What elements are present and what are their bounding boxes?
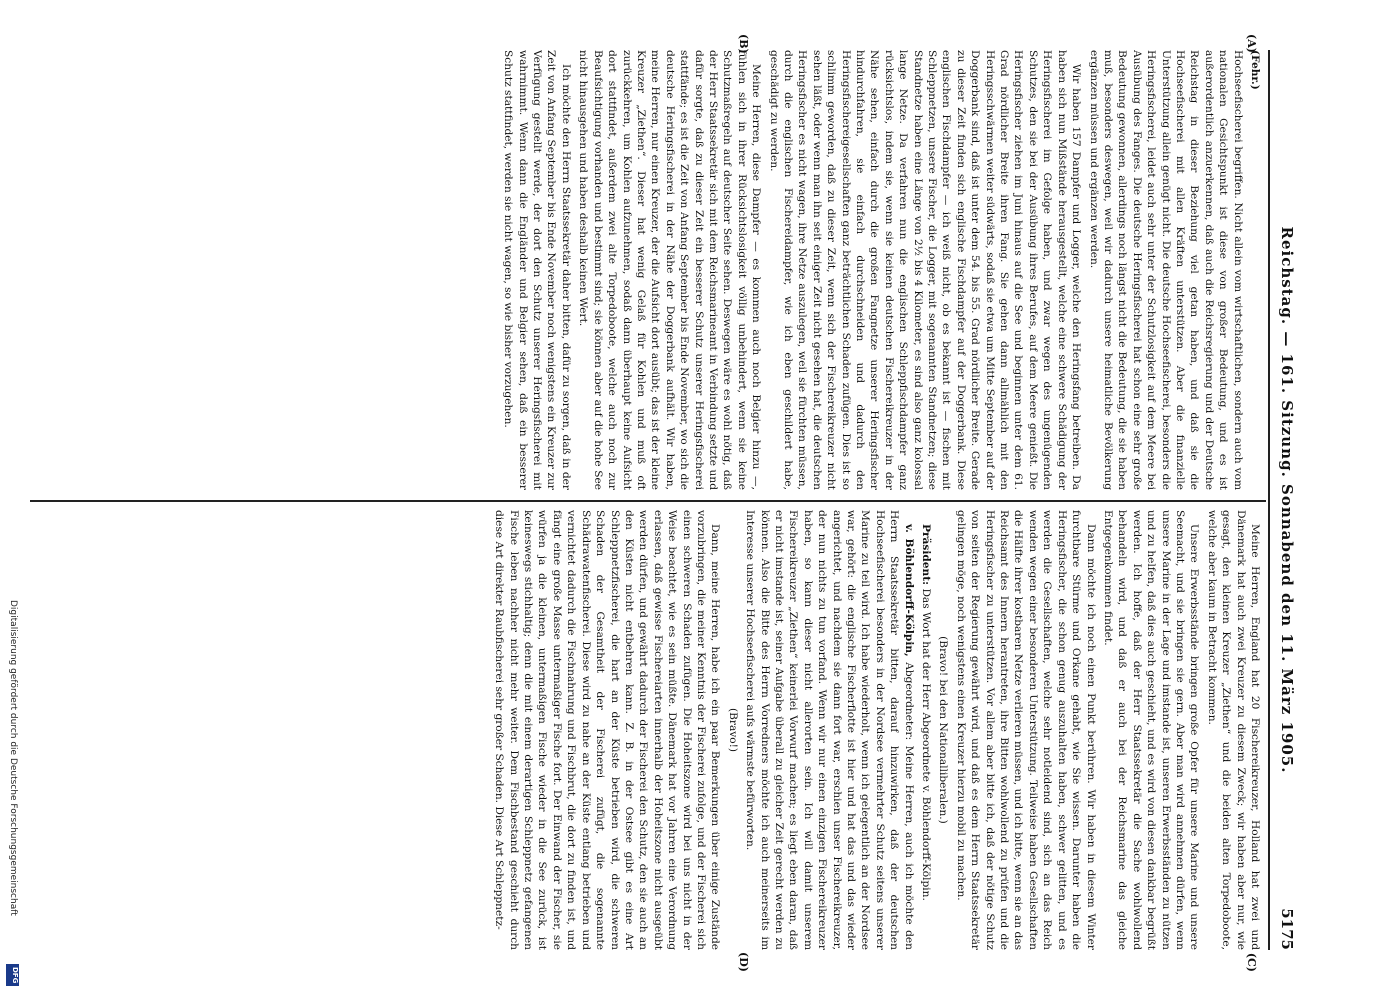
right-column: [20, 510, 1262, 950]
president-text: Das Wort hat der Herr Abgeordnete v. Böhlendorff-Kölpin.: [920, 588, 933, 901]
page-header: [1274, 50, 1296, 950]
paragraph: Unsere Erwerbsstände bringen große Opfer für unsere Marine und unsere Seemacht, und sie bringen sie gern. Aber man wird annehmen dürfen, wenn unsere Marine in der Lage und imstande ist, unseren Erwerbsständen zu nützen und zu helfen, daß dies auch geschieht, und es wird von diesen dankbar begrüßt werden. Ich hoffe, daß der Herr Staatssekretär die Sache wohlwollend behandeln wird, und daß er auch bei der Reichsmarine das gleiche Entgegenkommen findet.: [1101, 510, 1201, 950]
paragraph: Dann möchte ich noch einen Punkt berühren. Wir haben in diesem Winter furchtbare Stürme und Orkane gehabt, wie Sie wissen. Darunter haben die Heringsfischer, die schon genug auszuhalten haben, schwer gelitten, und es werden die Gesellschaften, welche sehr notleidend sind, sich an das Reich wenden wegen einer besonderen Unterstützung. Teilweise haben Gesellschaften die Hälfte ihrer kostbaren Netze verlieren müssen, und ich bitte, wenn sie an das Reichsamt des Innern herantreten, ihre Bitten wohlwollend zu prüfen und die Heringsfischer zu unterstützen. Vor allem aber bitte ich, daß der nötige Schutz von seiten der Regierung gewährt wird, und daß es dem Herrn Staatssekretär gelingen möge, noch wenigstens einen Kreuzer hierzu mobil zu machen.: [954, 510, 1097, 950]
newspaper-page: [0, 20, 1310, 980]
digitization-footer: [6, 600, 20, 990]
president-statement: [919, 510, 933, 950]
paragraph: Dann, meine Herren, habe ich ein paar Bemerkungen über einige Zustände vorzubringen, die meiner Kenntnis der Fischerei zufolge, und der Fischerei sich einen schweren Schaden zufügen. Die Hoheitszone wird bei uns nicht in der Weise beachtet, wie es sein müßte. Dänemark hat vor Jahren eine Verordnung erlassen, daß gewisse Fischereiarten innerhalb der Hoheitszone nicht ausgeübt werden dürfen, und gewährt dadurch der Fischerei den Schutz, den sie auch an den Küsten nicht entbehren kann. Z. B. in der Ostsee gibt es eine Art Schleppnetzfischerei, die hart an der Küste betrieben wird, die schweren Schaden der Gesamtheit der Fischerei zufügt, die sogenannte Schädrawatenfischerei. Diese wird zu nahe an der Küste entlang betrieben und vernichtet dadurch die Fischnahrung und Fischbrut, die dort zu finden ist, und fängt eine große Masse untermaßiger Fische fort. Der Einwand der Fischer, sie würfen ja die kleinen, untermaßigen Fische wieder in die See zurück, ist keineswegs stichhaltig; denn die mit einem derartigen Schleppnetz gefangenen Fische leben nachher nicht mehr weiter. Dem Fischbestand geschieht durch diese Art direkter Raubfischerei sehr großer Schaden. Diese Art Schleppnetz-: [493, 510, 722, 950]
dfg-logo-icon: DFG: [6, 964, 19, 986]
footer-credit: Digitalisierung gefördert durch die Deutsche Forschungsgemeinschaft: [8, 600, 18, 916]
margin-marker-d: (D): [737, 952, 750, 972]
applause-note: (Bravo!): [726, 707, 739, 753]
paragraph: Meine Herren, diese Dampfer — es kommen auch noch Belgier hinzu —, fühlen sich in ihrer Rücksichtslosigkeit völlig unbehindert, wenn sie keine Schutzmaßregeln auf deutscher Seite sehen. Deswegen wäre es wohl nötig, daß der Herr Staatssekretär sich mit dem Reichsmarineamt in Verbindung setzte und dafür sorgte, daß zu dieser Zeit ein besserer Schutz unserer Heringsfischerei stattfände; es ist die Zeit von Anfang September bis Ende November, wo sich die deutsche Heringsfischerei in der Nähe der Doggerbank aufhält. Wir haben, meine Herren, nur einen Kreuzer, der die Aufsicht dort ausübt; das ist der kleine Kreuzer „Ziethen“. Dieser hat wenig Gelaß für Kohlen und muß oft zurückkehren, um Kohlen aufzunehmen, sodaß dann überhaupt keine Aufsicht dort stattfindet, außerdem zwei alte Torpedoboote, welche auch noch zur Beaufsichtigung vorhanden und bestimmt sind; sie können aber auf die hohe See nicht hinausgehen und haben deshalb keinen Wert.: [577, 50, 763, 490]
speaker-tag: (Fehr.): [1249, 50, 1261, 90]
header-rule: [1268, 50, 1270, 950]
applause-note: (Bravo! bei den Nationalliberalen.): [937, 636, 950, 824]
president-label: Präsident:: [920, 524, 933, 586]
page-title: Reichstag. — 161. Sitzung. Sonnabend den 11. März 1905.: [1278, 226, 1296, 774]
page-number: 5175: [1278, 908, 1296, 950]
paragraph: Wir haben 157 Dampfer und Logger, welche den Heringsfang betreiben. Da haben sich nun Mißstände herausgestellt, welche eine schwere Schädigung der Heringsfischerei im Gefolge haben, und zwar wegen des ungenügenden Schutzes, den sie bei der Ausübung ihres Berufes, auf dem Meere genießt. Die Heringsfischer ziehen im Juni hinaus auf die See und beginnen unter dem 61. Grad nördlicher Breite ihren Fang. Sie gehen dann allmählich mit den Heringsschwärmen weiter südwärts, sodaß sie etwa um Mitte September auf der Doggerbank sind, daß ist unter dem 54. bis 55. Grad nördlicher Breite. Gerade zu dieser Zeit finden sich englische Fischdampfer auf der Doggerbank. Diese englischen Fischdampfer — ich weiß nicht, ob es bekannt ist — fischen mit Schleppnetzen, unsere Fischer, die Logger, mit sogenannten Standnetzen; diese Standnetze haben eine Länge von 2½ bis 4 Kilometer, es sind also ganz kolossal lange Netze. Da verfahren nun die englischen Schleppfischdampfer ganz rücksichtslos, indem sie, wenn sie keinen deutschen Fischereikreuzer in der Nähe sehen, einfach durch die großen Fangnetze unserer Heringsfischer hindurchfahren, sie einfach durchschneiden und dadurch den Heringsfischereigesellschaften ganz beträchtlichen Schaden zufügen. Dies ist so schlimm geworden, daß zu dieser Zeit, wenn sich der Fischereikreuzer nicht sehen läßt, oder wenn man ihn seit einiger Zeit nicht gesehen hat, die deutschen Heringsfischer es nicht wagen, ihre Netze auszulegen, weil sie fürchten müssen, durch die englischen Fischereidampfer, wie ich eben geschildert habe, geschädigt zu werden.: [767, 50, 1083, 490]
paragraph: Hochseefischerei begriffen. Nicht allein vom wirtschaftlichen, sondern auch vom nationalen Gesichtspunkt ist diese von großer Bedeutung, und es ist außerordentlich anzuerkennen, daß auch die Reichsregierung und der Deutsche Reichstag in dieser Beziehung viel getan haben, und daß sie die Hochseefischerei mit allen Kräften unterstützen. Aber die finanzielle Unterstützung allein genügt nicht. Die deutsche Hochseefischerei, besonders die Heringsfischerei, leidet auch sehr unter der Schutzlosigkeit auf dem Meere bei Ausübung des Fanges. Die deutsche Heringsfischerei hat schon eine sehr große Bedeutung gewonnen, allerdings noch längst nicht die Bedeutung, die sie haben muß, besonders deswegen, weil wir dadurch unsere heimatliche Bevölkerung ergänzen müssen und ergänzen werden.: [1087, 50, 1244, 490]
speaker-text: Abgeordneter: Meine Herren, auch ich möchte den Herrn Staatssekretär bitten, darauf hinzuwirken, daß der deutschen Hochseefischerei besonders in der Nordsee vermehrter Schutz seitens unserer Marine zu teil wird. Ich habe wiederholt, wenn ich gelegentlich an der Nordsee war, gehört: die englische Fischerflotte ist hier und hat das und das wieder angerichtet, und nachdem sie dann fort war, erschien unser Fischereikreuzer, der nun nichts zu tun vorfand. Wenn wir nur einen einzigen Fischereikreuzer haben, so kann dieser nicht allerorten sein. Ich will damit unserem Fischereikreuzer „Ziethen“ keinerlei Vorwurf machen; es liegt eben daran, daß er nicht imstande ist, seiner Aufgabe überall zu gleicher Zeit gerecht werden zu können. Also die Bitte des Herrn Vorredners möchte ich auch meinerseits im Interesse unserer Hochseefischerei aufs wärmste befürworten.: [744, 510, 915, 950]
paragraph: Ich möchte den Herrn Staatssekretär daher bitten, dafür zu sorgen, daß in der Zeit von Anfang September bis Ende November noch wenigstens ein Kreuzer zur Verfügung gestellt werde, der dort den Schutz unserer Heringsfischerei mit wahrnimmt. Wenn dann die Engländer und Belgier sehen, daß ein besserer Schutz stattfindet, werden sie nicht wagen, so wie bisher vorzugehen.: [502, 50, 572, 490]
margin-marker-b: (B): [737, 34, 750, 54]
column-rule: [30, 500, 1266, 502]
left-column: [20, 50, 1262, 490]
margin-marker-c: (C): [1245, 952, 1258, 972]
speaker-label: v. Böhlendorff-Kölpin,: [902, 524, 915, 657]
margin-marker-a: (A): [1245, 34, 1258, 53]
paragraph: Meine Herren, England hat 20 Fischereikreuzer, Holland hat zwei und Dänemark hat auch zwei Kreuzer zu diesem Zweck; wir haben aber nur, wie gesagt, den kleinen Kreuzer „Ziethen“ und die beiden alten Torpedoboote, welche aber kaum in Betracht kommen.: [1205, 510, 1261, 950]
speaker-statement: [743, 510, 916, 950]
